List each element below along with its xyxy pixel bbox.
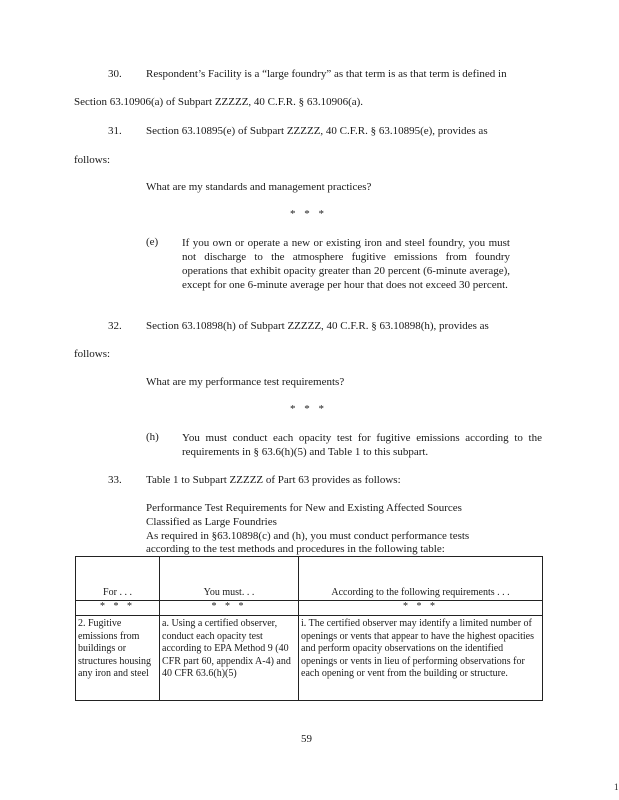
cell-procedure: i. The certified observer may identify a limited number of openings or vents that appear to have the highest opacities and perform opacity observations on the identified openings or vents in lieu of performing observations for each opening or vent from the building or structure.	[299, 616, 543, 701]
table-intro-line-2: according to the test methods and procedures in the following table:	[146, 543, 445, 555]
table-header-row	[76, 557, 543, 601]
table-stars-row	[76, 601, 543, 616]
quoted-heading-performance: What are my performance test requirements?	[146, 376, 345, 388]
item-text-e: If you own or operate a new or existing iron and steel foundry, you must not discharge to the atmosphere fugitive emissions from foundry operations that exhibit opacity greater than 20 percent (6-minute average), except for one 6-minute average per hour that does not exceed 30 percent.	[182, 237, 510, 291]
paragraph-32-line-2: follows:	[74, 348, 111, 360]
ellipsis-stars: * * *	[290, 403, 327, 415]
paragraph-number-31: 31.	[108, 125, 122, 137]
table-title-line-1: Performance Test Requirements for New and Existing Affected Sources	[146, 502, 462, 514]
paragraph-number-32: 32.	[108, 320, 122, 332]
paragraph-number-33: 33.	[108, 474, 122, 486]
edge-mark: 1	[614, 782, 619, 792]
performance-test-table	[75, 556, 543, 701]
paragraph-30-line-1: Respondent’s Facility is a “large foundry” as that term is as that term is defined in	[146, 68, 507, 80]
paragraph-32-line-1: Section 63.10898(h) of Subpart ZZZZZ, 40 C.F.R. § 63.10898(h), provides as	[146, 320, 489, 332]
table-title-line-2: Classified as Large Foundries	[146, 516, 277, 528]
item-text-h: You must conduct each opacity test for fugitive emissions according to the requirements in § 63.6(h)(5) and Table 1 to this subpart.	[182, 432, 542, 458]
table-stars-cell: * * *	[299, 601, 543, 616]
cell-source: 2. Fugitive emissions from buildings or structures housing any iron and steel	[76, 616, 160, 701]
table-row	[76, 616, 543, 701]
paragraph-number-30: 30.	[108, 68, 122, 80]
cell-requirement: a. Using a certified observer, conduct each opacity test according to EPA Method 9 (40 CFR part 60, appendix A-4) and 40 CFR 63.6(h)(5)	[160, 616, 299, 701]
table-intro-line-1: As required in §63.10898(c) and (h), you must conduct performance tests	[146, 530, 470, 542]
paragraph-33-line-1: Table 1 to Subpart ZZZZZ of Part 63 provides as follows:	[146, 474, 401, 486]
quoted-heading-standards: What are my standards and management practices?	[146, 181, 372, 193]
header-you-must: You must. . .	[160, 557, 299, 601]
paragraph-30-line-2: Section 63.10906(a) of Subpart ZZZZZ, 40 C.F.R. § 63.10906(a).	[74, 96, 364, 108]
header-according-to: According to the following requirements . . .	[299, 557, 543, 601]
paragraph-31-line-2: follows:	[74, 154, 111, 166]
header-for: For . . .	[76, 557, 160, 601]
ellipsis-stars: * * *	[290, 208, 327, 220]
item-label-h: (h)	[146, 431, 159, 443]
item-label-e: (e)	[146, 236, 159, 248]
page-number: 59	[301, 733, 312, 745]
table-stars-cell: * * *	[160, 601, 299, 616]
table-stars-cell: * * *	[76, 601, 160, 616]
paragraph-31-line-1: Section 63.10895(e) of Subpart ZZZZZ, 40 C.F.R. § 63.10895(e), provides as	[146, 125, 488, 137]
